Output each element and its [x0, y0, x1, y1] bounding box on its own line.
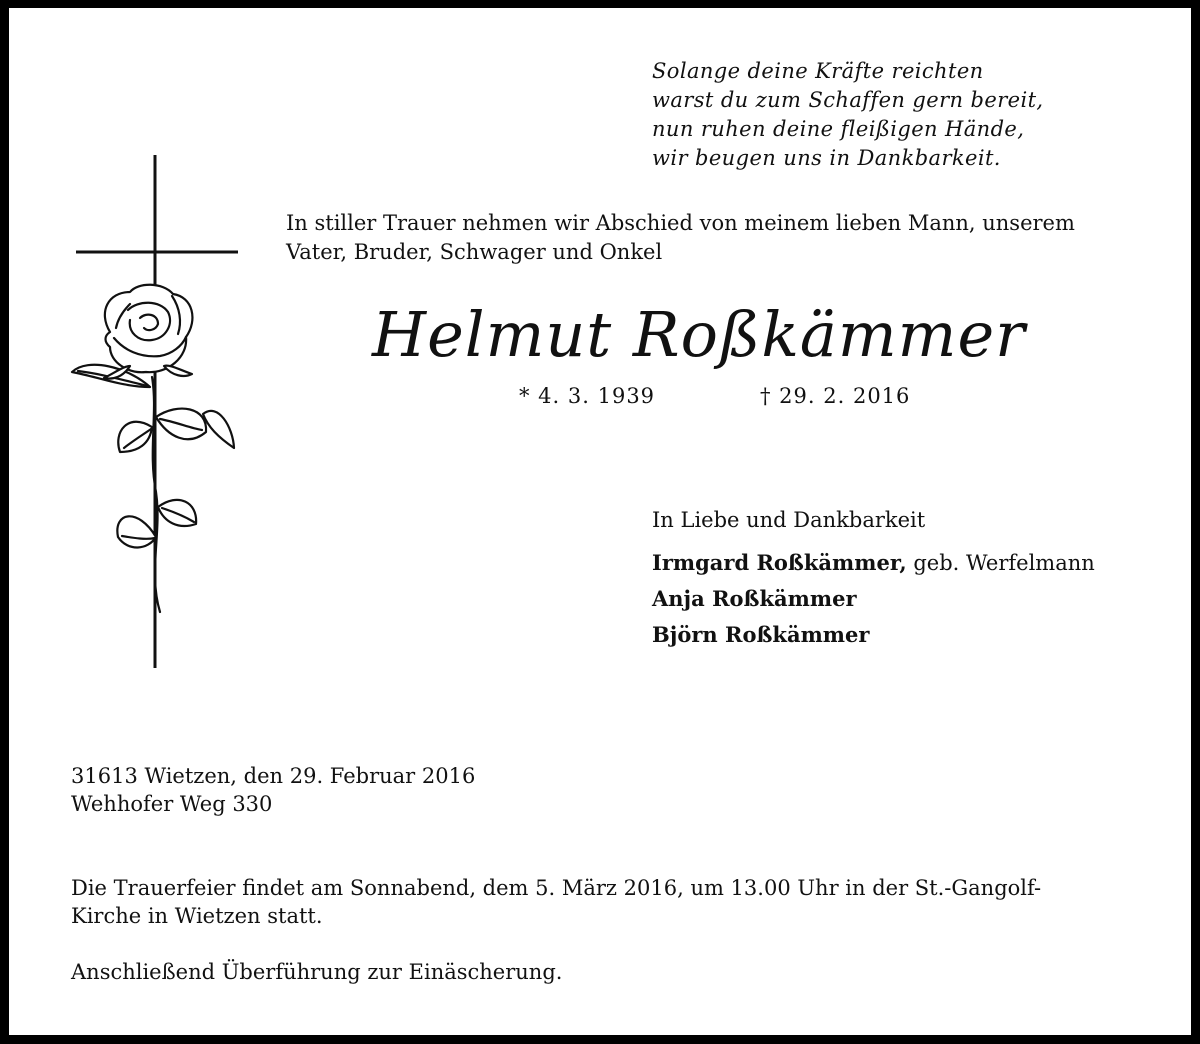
address-line: 31613 Wietzen, den 29. Februar 2016 — [71, 764, 476, 788]
poem-line: wir beugen uns in Dankbarkeit. — [652, 146, 1001, 170]
poem-line: warst du zum Schaffen gern bereit, — [652, 88, 1044, 112]
death-date: † 29. 2. 2016 — [760, 384, 911, 408]
rose-icon — [72, 285, 234, 612]
member-name: Anja Roßkämmer — [652, 586, 857, 611]
funeral-service-info — [71, 874, 1151, 930]
service-line: Die Trauerfeier findet am Sonnabend, dem 5. März 2016, um 13.00 Uhr in der St.-Gangolf- — [71, 876, 1042, 900]
member-name: Björn Roßkämmer — [652, 622, 870, 647]
birth-date: * 4. 3. 1939 — [519, 384, 656, 408]
member-name: Irmgard Roßkämmer, — [652, 550, 907, 575]
cross-rose-illustration — [68, 152, 244, 672]
poem-verse — [652, 57, 1122, 173]
family-intro: In Liebe und Dankbarkeit — [652, 508, 926, 532]
family-list — [652, 545, 1172, 653]
intro-line: Vater, Bruder, Schwager und Onkel — [286, 240, 663, 264]
service-line: Kirche in Wietzen statt. — [71, 904, 323, 928]
cremation-note: Anschließend Überführung zur Einäscherung. — [71, 960, 563, 984]
member-maiden-name: geb. Werfelmann — [906, 551, 1095, 575]
address-block — [71, 762, 475, 818]
family-member — [652, 617, 1172, 653]
mourning-intro — [286, 209, 1166, 267]
poem-line: nun ruhen deine fleißigen Hände, — [652, 117, 1025, 141]
deceased-name: Helmut Roßkämmer — [372, 298, 1026, 371]
poem-line: Solange deine Kräfte reichten — [652, 59, 984, 83]
intro-line: In stiller Trauer nehmen wir Abschied von meinem lieben Mann, unserem — [286, 211, 1075, 235]
family-member — [652, 545, 1172, 581]
family-member — [652, 581, 1172, 617]
address-line: Wehhofer Weg 330 — [71, 792, 273, 816]
